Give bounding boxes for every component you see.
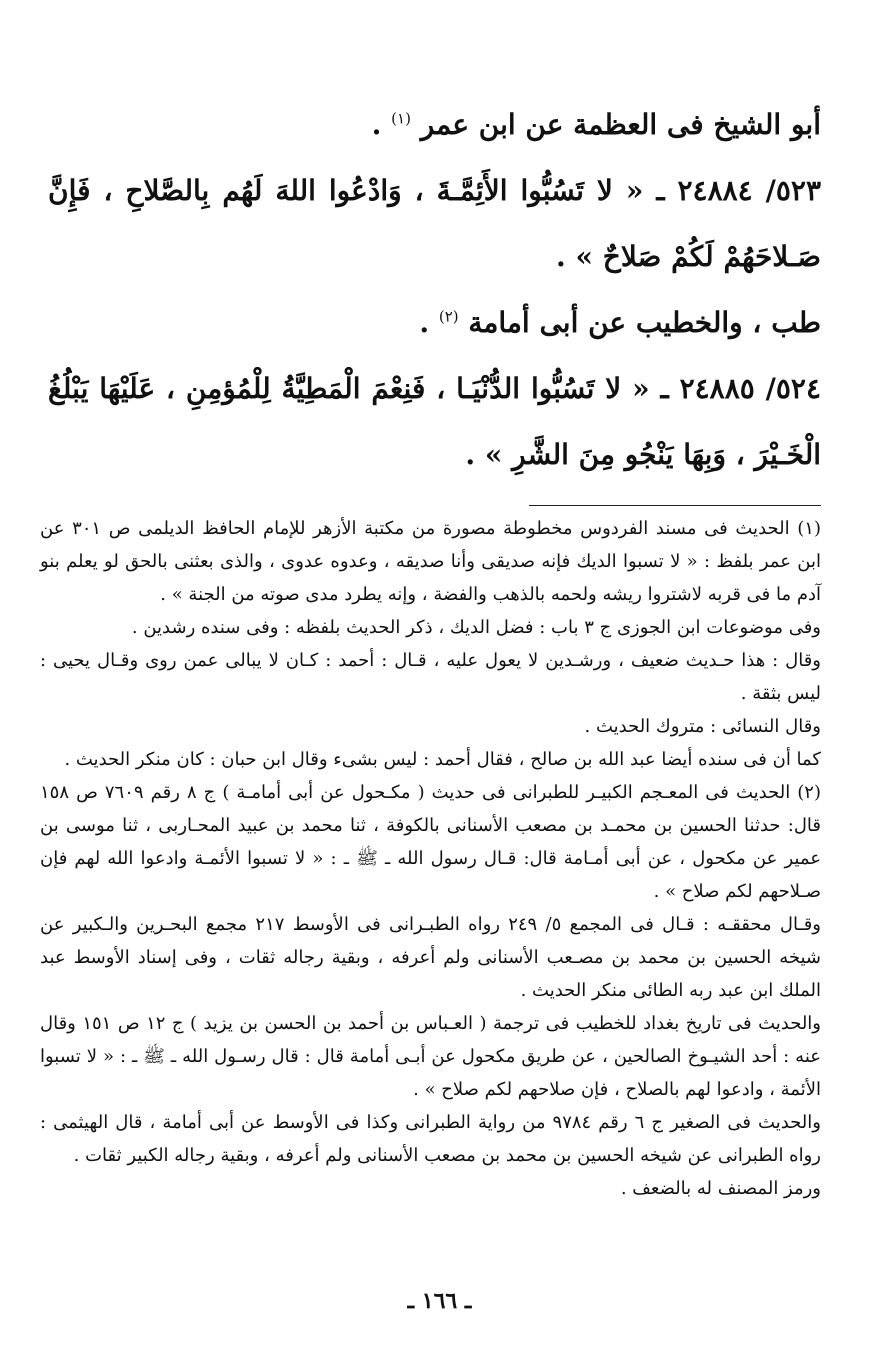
hadith-524 (48, 356, 821, 488)
source-line-1 (48, 92, 821, 158)
period: . (371, 108, 382, 141)
footnote-paragraph: وفى موضوعات ابن الجوزى ج ٣ باب : فضل الديك ، ذكر الحديث بلفظه : وفى سنده رشدين . (131, 617, 821, 638)
footnote-paragraph: كما أن فى سنده أيضا عبد الله بن صالح ، فقال أحمد : ليس بشىء وقال ابن حبان : كان منكر الحديث . (64, 749, 821, 770)
hadith-number: ٥٢٤/ ٢٤٨٨٥ ـ (660, 372, 822, 405)
footnote-paragraph: (٢) الحديث فى المعـجم الكبيـر للطبرانى فى حديث ( مكـحول عن أبى أمامـة ) ج ٨ رقم ٧٦٠٩ ص ١٥٨ قال: حدثنا الحسين بن محمـد بن مصعب الأسنانى بالكوفة ، ثنا محمد بن عبيد المحـاربى ، ثنا موسى بن عمير عن مكحول ، عن أبى أمـامة قال: قـال رسول الله ـ ﷺ ـ : « لا تسبوا الأئمـة وادعوا الله لهم فإن صـلاحهم لكم صلاح » . (40, 782, 821, 902)
hadith-523 (48, 158, 821, 290)
hadith-text: « لا تَسُبُّوا الدُّنْيَـا ، فَنِعْمَ الْمَطِيَّةُ لِلْمُؤمِنِ ، عَلَيْهَا يَبْلُغُ الْخَـيْرَ ، وَبِهَا يَنْجُو مِنَ الشَّرِ » . (48, 372, 821, 471)
footnote-ref: (١) (391, 109, 411, 128)
footnote-paragraph: (١) الحديث فى مسند الفردوس مخطوطة مصورة من مكتبة الأزهر للإمام الحافظ الديلمى ص ٣٠١ عن ابن عمر بلفظ : « لا تسبوا الديك فإنه صديقى وأنا صديقه ، وعدوه عدوى ، والذى بعثنى بالحق لو يعلم بنو آدم ما فى قربه لاشتروا ريشه ولحمه بالذهب والفضة ، وإنه يطرد مدى صوته من الجنة » . (40, 518, 821, 605)
footnote-paragraph: وقال النسائى : متروك الحديث . (584, 716, 821, 737)
footnote-paragraph: ورمز المصنف له بالضعف . (620, 1178, 821, 1199)
page-number: ـ ١٦٦ ـ (407, 1288, 472, 1314)
period: . (419, 306, 430, 339)
main-text (48, 92, 821, 488)
footnote-paragraph: وقال : هذا حـديث ضعيف ، ورشـدين لا يعول عليه ، قـال : أحمد : كـان لا يبالى عمن روى وقـال يحيى : ليس بثقة . (40, 650, 821, 704)
hadith-text: « لا تَسُبُّوا الأَئِمَّـةَ ، وَادْعُوا اللهَ لَهُم بِالصَّلاحِ ، فَإِنَّ صَـلاحَهُمْ لَكُمْ صَلاحٌ » . (48, 174, 821, 273)
footnote-paragraph: وقـال محققـه : قـال فى المجمع ٥/ ٢٤٩ رواه الطبـرانى فى الأوسط ٢١٧ مجمع البحـرين والـكبير عن شيخه الحسين بن محمد بن مصـعب الأسنانى ولم أعرفه ، وبقية رجاله ثقات ، وفى إسناد الأوسط عبد الملك ابن عبد ربه الطائى منكر الحديث . (40, 914, 821, 1001)
footnote-paragraph: والحديث فى تاريخ بغداد للخطيب فى ترجمة ( العـباس بن أحمد بن الحسن بن يزيد ) ج ١٢ ص ١٥١ وقال عنه : أحد الشيـوخ الصالحين ، عن طريق مكحول عن أبـى أمامة قال : قال رسـول الله ـ ﷺ ـ : « لا تسبوا الأئمة ، وادعوا لهم بالصلاح ، فإن صلاحهم لكم صلاح » . (40, 1013, 821, 1100)
footnote-ref: (٢) (438, 307, 459, 326)
footnote-paragraph: والحديث فى الصغير ج ٦ رقم ٩٧٨٤ من رواية الطبرانى وكذا فى الأوسط عن أبى أمامة ، قال الهيثمى : رواه الطبرانى عن شيخه الحسين بن محمد بن مصعب الأسنانى ولم أعرفه ، وبقية رجاله الكبير ثقات . (40, 1112, 821, 1166)
source-line-2 (48, 290, 821, 356)
footnotes (40, 512, 821, 1205)
source-text: طب ، والخطيب عن أبى أمامة (468, 306, 821, 339)
source-text: أبو الشيخ فى العظمة عن ابن عمر (420, 108, 821, 141)
hadith-number: ٥٢٣/ ٢٤٨٨٤ ـ (656, 174, 821, 207)
footnote-divider (529, 505, 821, 506)
